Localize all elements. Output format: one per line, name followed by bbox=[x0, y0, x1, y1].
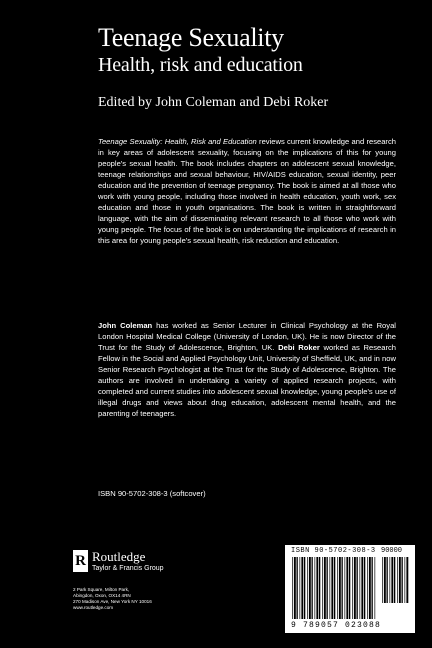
barcode-addon-bars-icon bbox=[381, 557, 409, 603]
bio-text-roker: worked as Research Fellow in the Social and Applied Psychology Unit, University of Sheffield, UK, and in now Senior Research Psychologist at the Trust for the Study of Adolescence, Brighton. The authors are involved in undertaking a variety of applied research projects, with completed and current studies into adolescent sexual knowledge, young people's use of illegal drugs and views about drug education, adolescent mental health, and the parenting of teenagers. bbox=[98, 343, 396, 418]
book-subtitle: Health, risk and education bbox=[98, 54, 303, 76]
publisher-logo bbox=[73, 550, 164, 573]
author-name-roker: Debi Roker bbox=[278, 343, 320, 352]
address-line: Abingdon, Oxon, OX14 4RN bbox=[73, 593, 131, 598]
address-line: 270 Madison Ave, New York NY 10016 bbox=[73, 599, 152, 604]
publisher-name: Routledge bbox=[92, 549, 146, 564]
blurb-text: reviews current knowledge and research in key areas of adolescent sexuality, focusing on the implications of this for young people's sexual health. The book includes chapters on adolescent sexual knowledge, teenage relationships and sexual behaviour, HIV/AIDS education, sexual identity, peer education and the prevention of teenage pregnancy. The book is aimed at all those who work with young people, including those involved in health education, youth work, sex education and those in youth organisations. The book is written in straightforward language, with the aim of disseminating relevant research to all those who work with young people. The focus of the book is on understanding the implications of research in this area for young people's sexual health, risk reduction and education. bbox=[98, 137, 396, 245]
book-title: Teenage Sexuality bbox=[98, 23, 284, 52]
publisher-group: Taylor & Francis Group bbox=[92, 565, 164, 572]
bio-text-coleman: has worked as Senior Lecturer in Clinical Psychology at the Royal London Hospital Medical College (University of London, UK). He is now Director of the Trust for the Study of Adolescence, Brighton, UK. bbox=[98, 321, 396, 352]
barcode-bars-icon bbox=[291, 557, 377, 619]
blurb-paragraph bbox=[98, 136, 396, 246]
barcode-isbn-label: ISBN 90-5702-308-3 bbox=[291, 547, 376, 555]
barcode bbox=[285, 545, 415, 633]
author-name-coleman: John Coleman bbox=[98, 321, 153, 330]
blurb-title-italic: Teenage Sexuality: Health, Risk and Education bbox=[98, 137, 257, 146]
isbn-line: ISBN 90-5702-308-3 (softcover) bbox=[98, 489, 206, 498]
editors-line: Edited by John Coleman and Debi Roker bbox=[98, 95, 329, 110]
bio-paragraph bbox=[98, 320, 396, 419]
routledge-logo-icon: R bbox=[73, 550, 88, 572]
publisher-address bbox=[73, 587, 152, 611]
barcode-number: 9 789057 023088 bbox=[291, 621, 382, 630]
barcode-addon-number: 90000 bbox=[381, 547, 403, 555]
address-line: 2 Park Square, Milton Park, bbox=[73, 587, 130, 592]
address-line: www.routledge.com bbox=[73, 605, 114, 610]
